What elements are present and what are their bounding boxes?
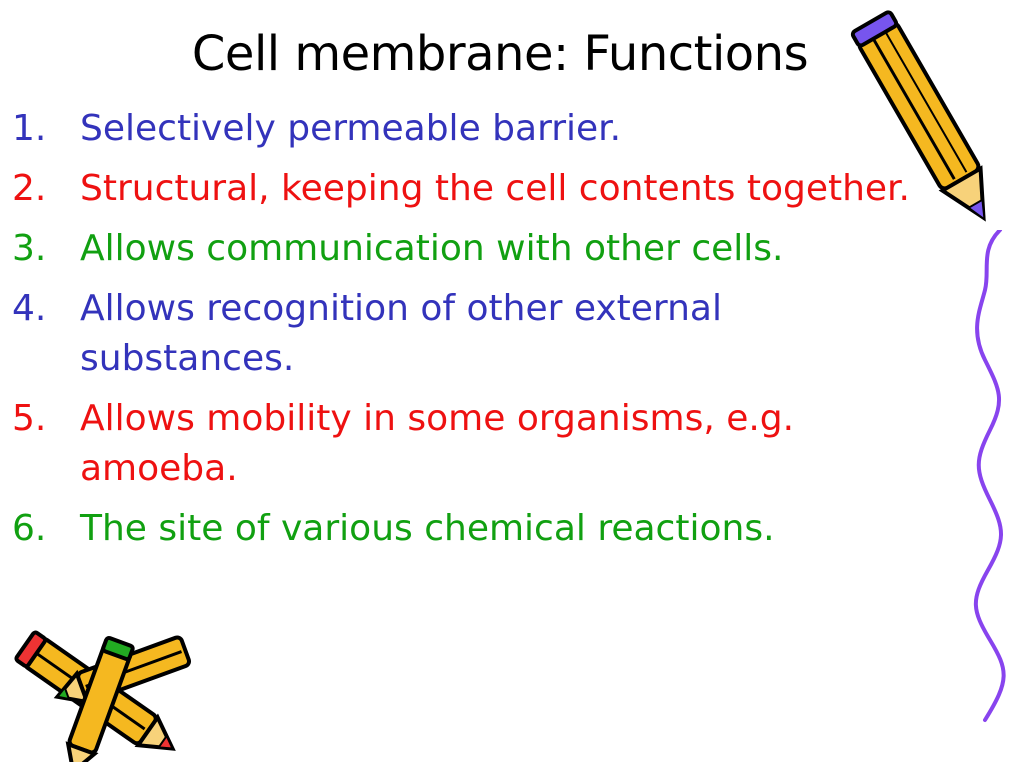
item-number: 1. bbox=[12, 108, 47, 149]
item-number: 4. bbox=[12, 288, 47, 329]
item-text: Allows communication with other cells. bbox=[80, 228, 784, 269]
slide-title: Cell membrane: Functions bbox=[191, 26, 809, 82]
item-number: 5. bbox=[12, 398, 47, 439]
item-text: Structural, keeping the cell contents together. bbox=[80, 168, 910, 209]
item-text: Selectively permeable barrier. bbox=[80, 108, 622, 149]
item-text: Allows mobility in some organisms, e.g. amoeba. bbox=[80, 398, 795, 489]
item-number: 6. bbox=[12, 508, 47, 549]
function-list bbox=[12, 104, 912, 564]
item-number: 2. bbox=[12, 168, 47, 209]
pencil-icon bbox=[850, 0, 1010, 250]
list-item bbox=[12, 224, 912, 274]
list-item bbox=[12, 164, 912, 214]
item-number: 3. bbox=[12, 228, 47, 269]
item-text: The site of various chemical reactions. bbox=[80, 508, 775, 549]
list-item bbox=[12, 284, 912, 384]
list-item bbox=[12, 504, 912, 554]
squiggle-line-icon bbox=[960, 230, 1020, 730]
list-item bbox=[12, 394, 912, 494]
crossed-pencils-icon bbox=[0, 612, 210, 762]
item-text: Allows recognition of other external substances. bbox=[80, 288, 722, 379]
list-item bbox=[12, 104, 912, 154]
